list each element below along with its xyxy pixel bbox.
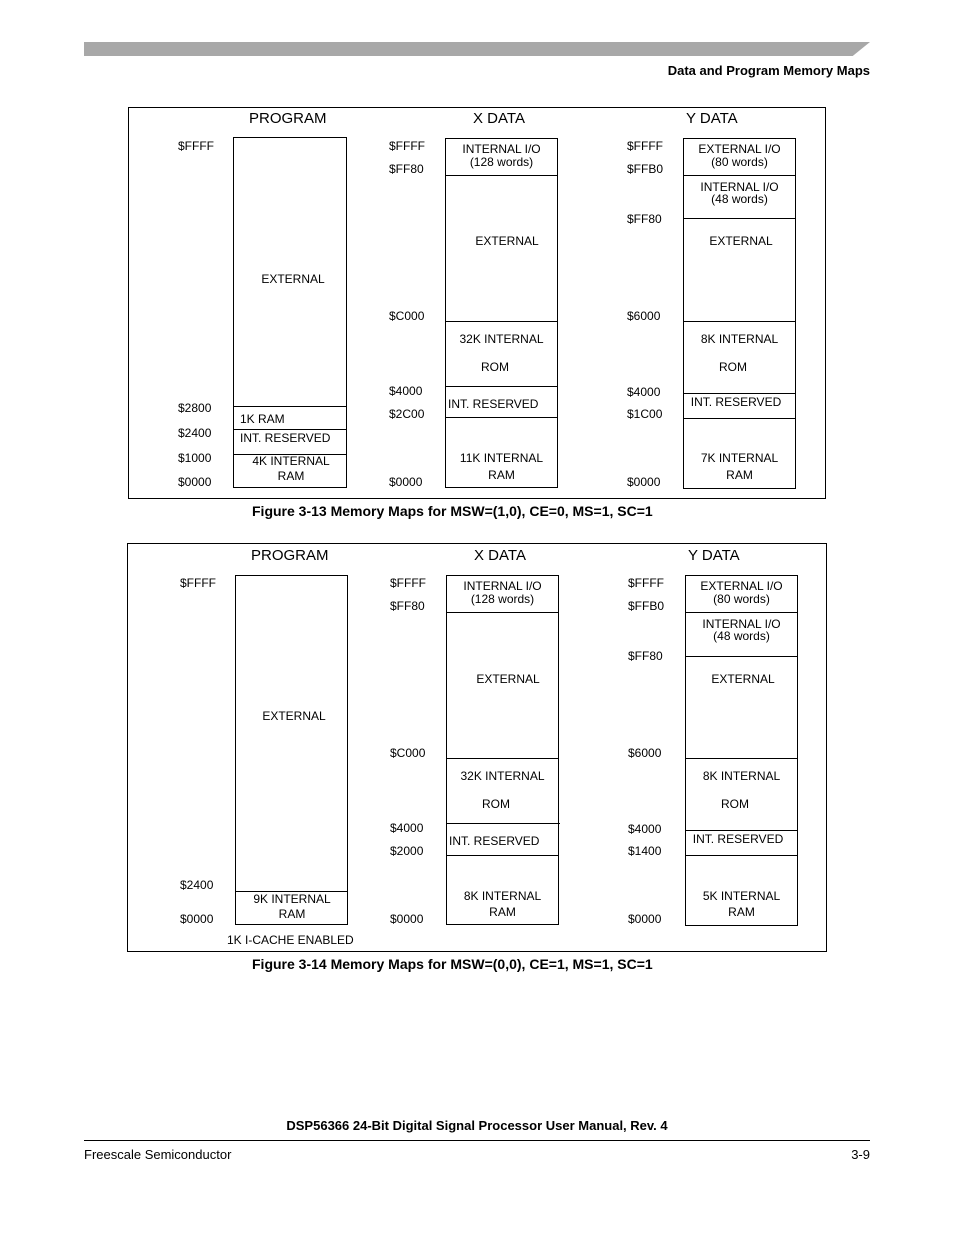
section-title: Data and Program Memory Maps — [667, 63, 870, 78]
block-label: INT. RESERVED — [240, 431, 331, 445]
divider — [446, 855, 559, 856]
divider — [685, 855, 798, 856]
block-label: EXTERNAL — [711, 672, 775, 686]
block-label: EXTERNAL I/O — [698, 142, 781, 156]
block-label: (128 words) — [469, 155, 534, 169]
address-label: $6000 — [627, 309, 661, 323]
block-label: 8K INTERNAL — [700, 332, 779, 346]
divider — [683, 175, 796, 176]
program-title: PROGRAM — [249, 110, 327, 127]
address-label: $FF80 — [628, 649, 663, 663]
address-label: $4000 — [390, 821, 424, 835]
address-label: $2C00 — [389, 407, 425, 421]
address-label: $0000 — [389, 475, 423, 489]
program-title: PROGRAM — [251, 547, 329, 564]
divider — [685, 656, 798, 657]
block-label: RAM — [489, 905, 516, 919]
figure-3-14-caption: Figure 3-14 Memory Maps for MSW=(0,0), CE=1, MS=1, SC=1 — [252, 956, 653, 972]
address-label: $0000 — [628, 912, 662, 926]
block-label: 5K INTERNAL — [702, 889, 781, 903]
divider — [683, 218, 796, 219]
block-label: 7K INTERNAL — [700, 451, 779, 465]
program-memory-map — [235, 575, 348, 925]
xdata-memory-map — [446, 575, 559, 925]
address-label: $2400 — [180, 878, 214, 892]
block-label: INT. RESERVED — [690, 395, 782, 409]
address-label: $FFFF — [180, 576, 216, 590]
address-label: $1C00 — [627, 407, 663, 421]
block-label: INTERNAL I/O — [702, 617, 781, 631]
block-label: INT. RESERVED — [692, 832, 784, 846]
block-label: INTERNAL I/O — [700, 180, 779, 194]
address-label: $2000 — [390, 844, 424, 858]
divider — [685, 758, 798, 759]
block-label: EXTERNAL I/O — [700, 579, 783, 593]
ydata-title: Y DATA — [688, 547, 740, 564]
block-label: (80 words) — [713, 592, 770, 606]
divider — [685, 612, 798, 613]
address-label: $FF80 — [389, 162, 424, 176]
block-label: (128 words) — [470, 592, 535, 606]
address-label: $6000 — [628, 746, 662, 760]
address-label: $4000 — [389, 384, 423, 398]
address-label: $FFFF — [389, 139, 425, 153]
block-label: RAM — [726, 468, 753, 482]
xdata-title: X DATA — [473, 110, 525, 127]
footer-rule — [84, 1140, 870, 1141]
block-label: INTERNAL I/O — [463, 579, 542, 593]
address-label: $FF80 — [627, 212, 662, 226]
address-label: $1400 — [628, 844, 662, 858]
block-label: 9K INTERNAL — [253, 892, 331, 906]
block-label: (48 words) — [711, 192, 768, 206]
address-label: $C000 — [389, 309, 425, 323]
address-label: $C000 — [390, 746, 426, 760]
divider — [683, 393, 796, 394]
divider — [445, 175, 558, 176]
divider — [446, 758, 559, 759]
block-label: RAM — [728, 905, 755, 919]
company-name: Freescale Semiconductor — [84, 1147, 232, 1162]
block-label: ROM — [721, 797, 749, 811]
address-label: $0000 — [178, 475, 212, 489]
block-label: 1K RAM — [240, 412, 285, 426]
divider — [445, 386, 558, 387]
block-label: RAM — [277, 469, 305, 483]
address-label: $FFFF — [628, 576, 664, 590]
icache-note: 1K I-CACHE ENABLED — [227, 933, 354, 947]
address-label: $1000 — [178, 451, 212, 465]
header-bar — [84, 42, 870, 56]
xdata-title: X DATA — [474, 547, 526, 564]
address-label: $FFFF — [627, 139, 663, 153]
block-label: EXTERNAL — [475, 234, 539, 248]
block-label: 8K INTERNAL — [463, 889, 542, 903]
divider — [683, 321, 796, 322]
block-label: EXTERNAL — [261, 272, 325, 286]
block-label: EXTERNAL — [262, 709, 326, 723]
block-label: INT. RESERVED — [448, 397, 539, 411]
divider — [685, 830, 798, 831]
block-label: 32K INTERNAL — [460, 769, 545, 783]
block-label: INTERNAL I/O — [462, 142, 541, 156]
block-label: EXTERNAL — [476, 672, 540, 686]
address-label: $FFFF — [390, 576, 426, 590]
divider — [445, 417, 558, 418]
block-label: INT. RESERVED — [449, 834, 540, 848]
block-label: EXTERNAL — [709, 234, 773, 248]
address-label: $FFB0 — [627, 162, 664, 176]
address-label: $0000 — [627, 475, 661, 489]
block-label: (48 words) — [713, 629, 770, 643]
divider — [233, 429, 347, 430]
block-label: ROM — [482, 797, 510, 811]
divider — [233, 406, 347, 407]
block-label: ROM — [719, 360, 747, 374]
address-label: $4000 — [627, 385, 661, 399]
address-label: $2400 — [178, 426, 212, 440]
block-label: (80 words) — [711, 155, 768, 169]
xdata-memory-map — [445, 138, 558, 488]
divider — [445, 321, 558, 322]
address-label: $FFFF — [178, 139, 214, 153]
block-label: ROM — [481, 360, 509, 374]
ydata-title: Y DATA — [686, 110, 738, 127]
block-label: RAM — [488, 468, 515, 482]
figure-3-13-caption: Figure 3-13 Memory Maps for MSW=(1,0), CE=0, MS=1, SC=1 — [252, 503, 653, 519]
divider — [683, 418, 796, 419]
address-label: $2800 — [178, 401, 212, 415]
block-label: 32K INTERNAL — [459, 332, 544, 346]
divider — [446, 612, 559, 613]
block-label: RAM — [278, 907, 306, 921]
page-number: 3-9 — [851, 1147, 870, 1162]
address-label: $FFB0 — [628, 599, 665, 613]
block-label: 11K INTERNAL — [459, 451, 544, 465]
address-label: $FF80 — [390, 599, 425, 613]
manual-title: DSP56366 24-Bit Digital Signal Processor User Manual, Rev. 4 — [286, 1118, 668, 1133]
block-label: 8K INTERNAL — [702, 769, 781, 783]
divider — [446, 823, 560, 824]
address-label: $0000 — [390, 912, 424, 926]
address-label: $4000 — [628, 822, 662, 836]
block-label: 4K INTERNAL — [252, 454, 330, 468]
address-label: $0000 — [180, 912, 214, 926]
